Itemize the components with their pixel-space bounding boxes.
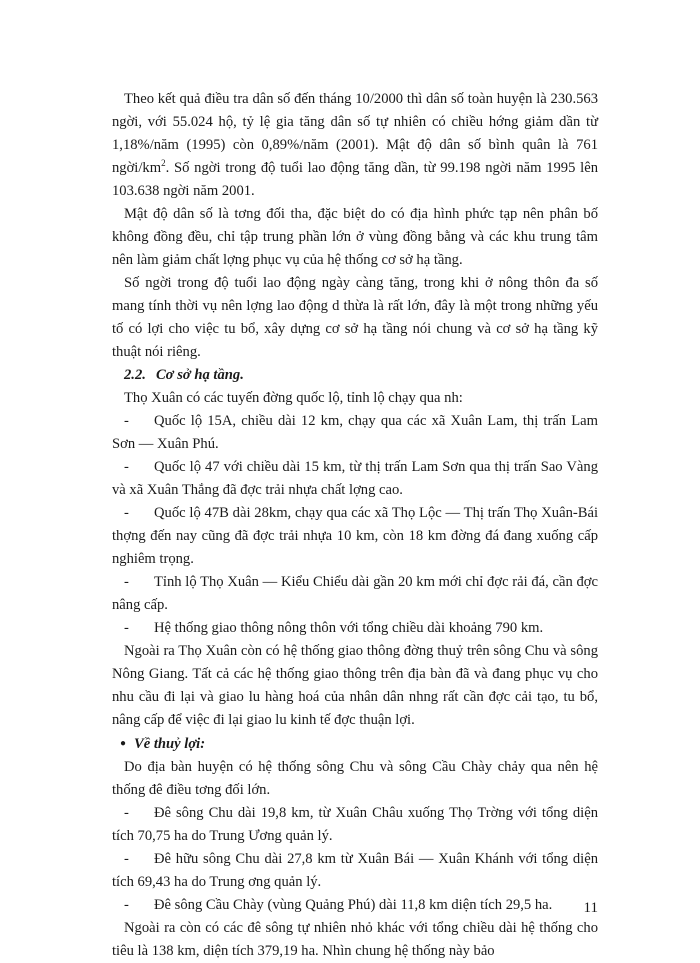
list-item-text: Đê hữu sông Chu dài 27,8 km từ Xuân Bái — Xuân Khánh với tổng diện tích 69,43 ha do Trung ơng quản lý. [112,851,598,890]
paragraph-labor: Số ngời trong độ tuổi lao động ngày càng tăng, trong khi ở nông thôn đa số mang tính thời vụ nên lợng lao động d thừa là rất lớn, đây là một trong những yếu tố có lợi cho việc tu bổ, xây dựng cơ sở hạ tầng nói chung và cơ sở hạ tầng kỹ thuật nói riêng. [112,275,598,360]
bullet-icon: ● [120,738,127,749]
paragraph-roads-intro: Thọ Xuân có các tuyến đờng quốc lộ, tỉnh lộ chạy qua nh: [124,390,463,406]
section-number: 2.2. [124,367,146,383]
paragraph-waterways: Ngoài ra Thọ Xuân còn có hệ thống giao thông đờng thuỷ trên sông Chu và sông Nông Giang. Tất cả các hệ thống giao thông trên địa bàn đã và đang phục vụ cho nhu cầu đi lại và giao lu hàng hoá của nhân dân nhng rất cần đợc cải tạo, tu bổ, nâng cấp để việc đi lại giao lu kinh tế đợc thuận lợi. [112,643,598,728]
superscript: 2 [161,158,166,169]
list-item [112,571,598,617]
list-item-text: Đê sông Chu dài 19,8 km, từ Xuân Châu xuống Thọ Trờng với tổng diện tích 70,75 ha do Trung Ương quản lý. [112,805,598,844]
list-item-text: Quốc lộ 47B dài 28km, chạy qua các xã Thọ Lộc — Thị trấn Thọ Xuân-Bái thợng đến nay cũng đã đợc trải nhựa 10 km, còn 18 km đờng đá đang xuống cấp nghiêm trọng. [112,505,598,567]
list-item [112,617,598,640]
paragraph-population [112,88,598,203]
list-dash: - [124,620,129,636]
paragraph-other-dykes: Ngoài ra còn có các đê sông tự nhiên nhỏ khác với tổng chiều dài hệ thống cho tiêu là 138 km, diện tích 379,19 ha. Nhìn chung hệ thống này bảo [112,920,598,959]
bullet-title: Về thuỷ lợi: [134,736,206,752]
section-heading [112,364,598,387]
list-dash: - [124,505,129,521]
list-dash: - [124,851,129,867]
list-item [112,502,598,571]
list-dash: - [124,897,129,913]
section-title: Cơ sở hạ tầng. [156,367,244,383]
list-item-text: Đê sông Cầu Chày (vùng Quảng Phú) dài 11,8 km diện tích 29,5 ha. [154,897,553,913]
list-item-text: Quốc lộ 15A, chiều dài 12 km, chạy qua các xã Xuân Lam, thị trấn Lam Sơn — Xuân Phú. [112,413,598,452]
list-item [112,894,598,917]
list-item [112,848,598,894]
paragraph-irrigation: Do địa bàn huyện có hệ thống sông Chu và sông Cầu Chày chảy qua nên hệ thống đê điều tơng đối lớn. [112,759,598,798]
bullet-heading [112,732,598,756]
list-item-text: Tỉnh lộ Thọ Xuân — Kiểu Chiểu dài gần 20 km mới chỉ đợc rải đá, cần đợc nâng cấp. [112,574,598,613]
list-item [112,456,598,502]
dyke-list [112,802,598,917]
list-item [112,410,598,456]
list-item-text: Hệ thống giao thông nông thôn với tổng chiều dài khoảng 790 km. [154,620,544,636]
list-dash: - [124,459,129,475]
page-body [112,88,598,963]
list-dash: - [124,413,129,429]
road-list [112,410,598,640]
list-item-text: Quốc lộ 47 với chiều dài 15 km, từ thị trấn Lam Sơn qua thị trấn Sao Vàng và xã Xuân Thắng đã đợc trải nhựa chất lợng cao. [112,459,598,498]
list-item [112,802,598,848]
list-dash: - [124,805,129,821]
list-dash: - [124,574,129,590]
paragraph-density: Mật độ dân số là tơng đối tha, đặc biệt do có địa hình phức tạp nên phân bố không đồng đều, chỉ tập trung phần lớn ở vùng đồng bằng và các khu trung tâm nên làm giảm chất lợng phục vụ của hệ thống cơ sở hạ tầng. [112,206,598,268]
page-number: 11 [583,900,598,916]
text-span: . Số ngời trong độ tuổi lao động tăng dần, từ 99.198 ngời năm 1995 lên 103.638 ngời năm 2001. [112,160,598,199]
text-span: Theo kết quả điều tra dân số đến tháng 10/2000 thì dân số toàn huyện là 230.563 ngời, với 55.024 hộ, tỷ lệ gia tăng dân số tự nhiên có chiều hớng giảm dần từ 1,18%/năm (1995) còn 0,89%/năm (2001). Mật độ dân số bình quân là 761 ngời/km [112,91,598,176]
